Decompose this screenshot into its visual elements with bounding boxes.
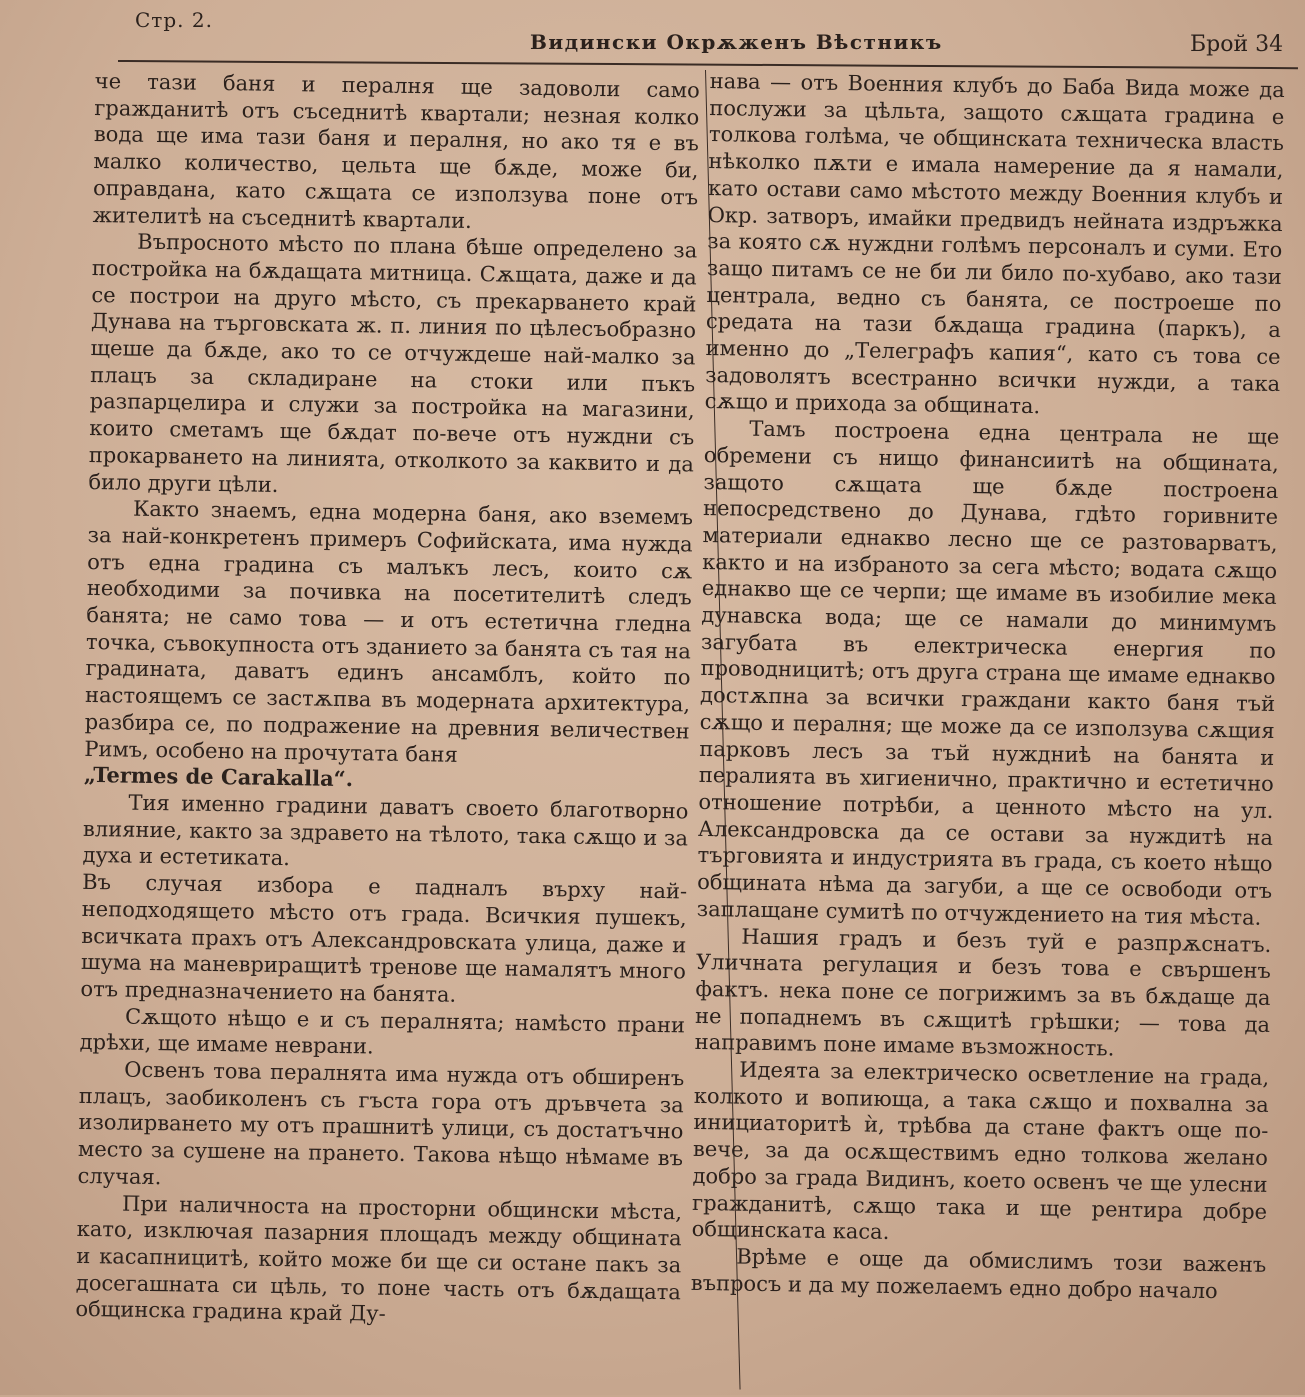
paragraph: че тази баня и пералня ще задоволи само гражданитѣ отъ съседнитѣ квартали; незная колко вода ще има тази баня и пералня, но ако тя е въ малко количество, цельта ще бѫде, може би, оправдана, като сѫщата се използува поне отъ жителитѣ на съседнитѣ квартали. [92,68,700,233]
paragraph: Тамъ построена една централа не ще обремени съ нищо финансиитѣ на общината, защото сѫщата ще бѫде построена непосредствено до Дунава, гдѣто горивните материали еднакво лесно ще се разтоварватъ, както и на избраното за сега мѣсто; водата сѫщо еднакво ще се черпи; ще имаме въ изобилие мека дунавска вода; ще се намали до минимумъ загубата въ електрическа енергия по проводницитѣ; отъ друга страна ще имаме еднакво достѫпна за всички граждани както баня тъй сѫщо и пералня; ще може да се използува сѫщия парковъ лесъ за тъй нуждниѣ на банята и пералията въ хигиенично, практично и естетично отношение потрѣби, а ценното мѣсто на ул. Александровска да се остави за нуждитѣ на търговията и индустрията въ града, съ което нѣщо общината нѣма да загуби, а ще се освободи отъ заплащане сумитѣ по отчуждението на тия мѣста. [696,416,1280,930]
paragraph: Както знаемъ, една модерна баня, ако вземемъ за най-конкретенъ примеръ Софийската, има нужда отъ една градина съ малъкъ лесъ, които сѫ необходими за почивка на посетителитѣ следъ банята; не само това — и отъ естетична гледна точка, съвокупноста отъ зданието за банята съ тая на градината, даватъ единъ ансамблъ, който по настоящемъ се застѫпва въ модерната архитектура, разбира се, по подражение на древния величествен Римъ, особено на прочутата баня [84,496,694,767]
paragraph: Врѣме е още да обмислимъ този важенъ въпросъ и да му пожелаемъ едно добро начало [690,1244,1267,1303]
issue-number: Брой 34 [1190,32,1284,57]
page-header [0,0,1305,66]
paragraph: Сѫщото нѣщо е и съ пералнята; намѣсто прани дрѣхи, ще имаме неврани. [79,1004,686,1059]
paragraph: нава — отъ Военния клубъ до Баба Вида може да послужи за цѣльта, защото сѫщата градина е толкова голѣма, че общинската техническа власть нѣколко пѫти е имала намерение да я намали, като остави само мѣстото между Военния клубъ и Окр. затворъ, имайки предвидъ нейната издръжка за която сѫ нуждни голѣмъ персоналъ и суми. Ето защо питамъ се не би ли било по-хубаво, ако тази централа, ведно съ банята, се построеше по средата на тази бѫдаща градина (паркъ), а именно до „Телеграфъ капия“, като съ това се задоволятъ всестранно всички нужди, а така сѫщо и прихода за общината. [704,68,1285,419]
right-column [689,68,1285,1397]
paragraph: Освенъ това пералнята има нужда отъ обширенъ плацъ, заобиколенъ съ гъста гора отъ дръвчета за изолирването му отъ прашнитѣ улици, съ достатъчно место за сушене на прането. Такова нѣщо нѣмаме въ случая. [77,1057,685,1190]
paragraph: Идеята за електрическо осветление на града, колкото и вопиюща, а така сѫщо и похвална за инициаторитѣ ѝ, трѣбва да стане фактъ още по-вече, за да осѫществимъ едно толкова желано добро за града Видинъ, което освенъ че ще улесни гражданитѣ, сѫщо така и ще рентира добре общинската каса. [691,1057,1270,1245]
paragraph: Нашия градъ и безъ туй е разпрѫснатъ. Уличната регулация и безъ това е свършенъ фактъ. нека поне се погрижимъ за въ бѫдаще да не попаднемъ въ сѫщитѣ грѣшки; — това да направимъ поне имаме възможность. [694,924,1272,1061]
paragraph: „Termes de Carakalla“. [83,762,354,792]
page-number: Стр. 2. [135,8,213,32]
paragraph: Тия именно градини даватъ своето благотворно влияние, както за здравето на тѣлото, така сѫщо и за духа и естетиката. [82,790,689,871]
paragraph: Въпросното мѣсто по плана бѣше определено за постройка на бѫдащата митница. Сѫщата, даже и да се построи на друго мѣсто, съ прекарването край Дунава на търговската ж. п. линия по цѣлесъобразно щеше да бѫде, ако то се отчуждеше най-малко за плацъ за складиране на стоки или пъкъ разпарцелира и служи за постройка на магазини, които сметамъ ще бѫдат по-вече отъ нуждни съ прокарването на линията, отколкото за каквито и да било други цѣли. [88,229,698,497]
left-column [74,68,700,1397]
paragraph: При наличноста на просторни общински мѣста, като, изключая пазарния площадъ между общината и касапницитѣ, който може би ще си остане пакъ за досегашната си цѣль, то поне часть отъ бѫдащата общинска градина край Ду- [75,1191,683,1327]
paragraph: Въ случая избора е падналъ върху най-неподходящето мѣсто отъ града. Всичкия пушекъ, всичката прахъ отъ Александровската улица, даже и шума на маневриращитѣ тренове ще намалятъ много отъ предназначението на банята. [80,869,688,1007]
newspaper-title: Видински Окрѫженъ Вѣстникъ [530,30,943,54]
